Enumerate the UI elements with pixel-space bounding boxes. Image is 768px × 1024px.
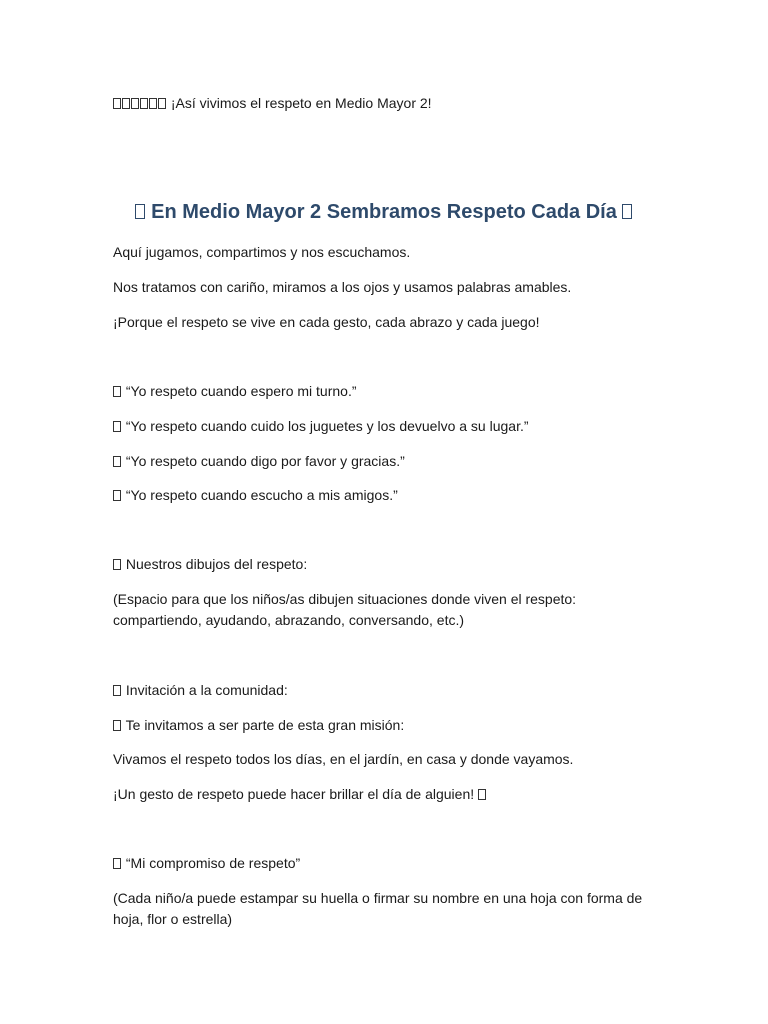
emoji-placeholder-icon	[113, 421, 121, 432]
invitation-line	[113, 784, 653, 805]
emoji-placeholder-icon	[622, 204, 632, 219]
intro-paragraph: ¡Porque el respeto se vive en cada gesto, cada abrazo y cada juego!	[113, 314, 540, 330]
invitation-heading-text: Invitación a la comunidad:	[122, 682, 288, 698]
commitment-text: “Yo respeto cuando espero mi turno.”	[122, 383, 357, 399]
invitation-line-text: Te invitamos a ser parte de esta gran misión:	[122, 717, 405, 733]
top-line	[113, 93, 653, 114]
emoji-placeholder-icon	[478, 789, 486, 800]
commitment-item	[113, 416, 653, 437]
emoji-placeholder-icon	[113, 98, 121, 109]
emoji-placeholder-icon	[113, 858, 121, 869]
commitment-item	[113, 485, 653, 506]
intro-paragraph: Nos tratamos con cariño, miramos a los ojos y usamos palabras amables.	[113, 279, 572, 295]
emoji-placeholder-icon	[113, 685, 121, 696]
emoji-placeholder-icon	[140, 98, 148, 109]
emoji-placeholder-icon	[113, 386, 121, 397]
pledge-heading	[113, 853, 653, 874]
emoji-placeholder-icon	[131, 98, 139, 109]
commitment-item	[113, 381, 653, 402]
commitment-text: “Yo respeto cuando escucho a mis amigos.”	[122, 487, 398, 503]
pledge-heading-text: “Mi compromiso de respeto”	[122, 855, 301, 871]
emoji-placeholder-icon	[113, 720, 121, 731]
page-title	[0, 198, 768, 226]
emoji-placeholder-icon	[113, 559, 121, 570]
emoji-placeholder-icon	[149, 98, 157, 109]
invitation-line: Vivamos el respeto todos los días, en el jardín, en casa y donde vayamos.	[113, 751, 574, 767]
intro-paragraph: Aquí jugamos, compartimos y nos escuchamos.	[113, 244, 411, 260]
invitation-line	[113, 715, 653, 736]
pledge-body: (Cada niño/a puede estampar su huella o firmar su nombre en una hoja con forma de hoja, flor o estrella)	[113, 890, 643, 927]
invitation-heading	[113, 680, 653, 701]
commitment-item	[113, 451, 653, 472]
emoji-placeholder-icon	[122, 98, 130, 109]
commitment-text: “Yo respeto cuando cuido los juguetes y los devuelvo a su lugar.”	[122, 418, 529, 434]
top-line-text: ¡Así vivimos el respeto en Medio Mayor 2!	[167, 95, 432, 111]
drawings-heading-text: Nuestros dibujos del respeto:	[122, 556, 308, 572]
commitment-text: “Yo respeto cuando digo por favor y gracias.”	[122, 453, 405, 469]
emoji-placeholder-icon	[113, 456, 121, 467]
drawings-heading	[113, 554, 653, 575]
drawings-body: (Espacio para que los niños/as dibujen situaciones donde viven el respeto: compartiendo, ayudando, abrazando, conversando, etc.)	[113, 591, 577, 628]
title-text: En Medio Mayor 2 Sembramos Respeto Cada Día	[145, 201, 623, 223]
emoji-placeholder-icon	[113, 490, 121, 501]
invitation-line-text: ¡Un gesto de respeto puede hacer brillar el día de alguien!	[113, 786, 479, 802]
emoji-placeholder-icon	[135, 204, 145, 219]
emoji-placeholder-icon	[158, 98, 166, 109]
